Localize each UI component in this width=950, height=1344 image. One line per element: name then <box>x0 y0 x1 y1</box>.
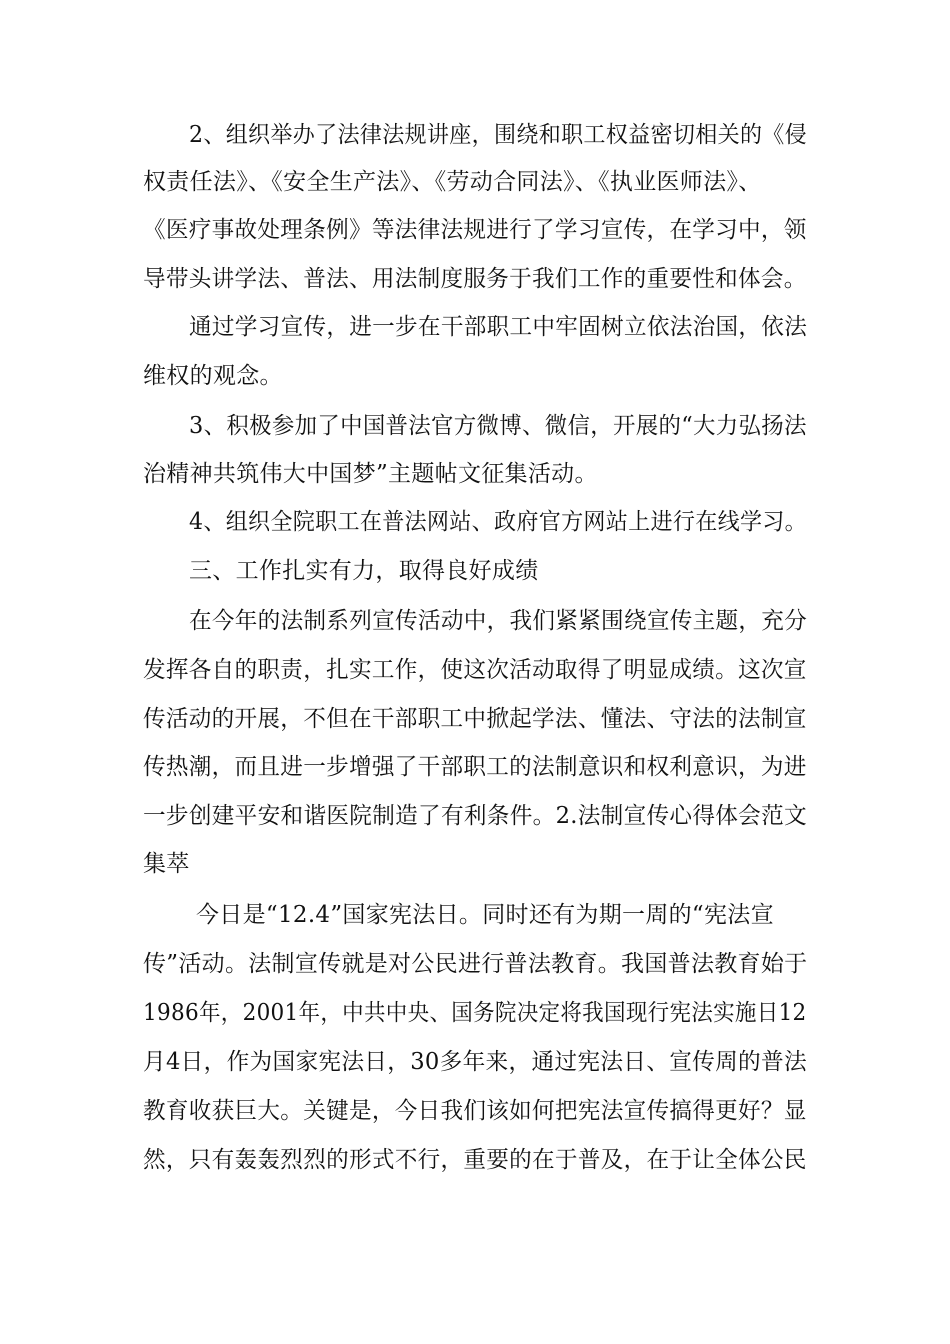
text-line: 2、组织举办了法律法规讲座，围绕和职工权益密切相关的《侵 <box>189 122 808 148</box>
text-line: 3、积极参加了中国普法官方微博、微信，开展的“大力弘扬法 <box>189 413 807 439</box>
text-line: 权责任法》、《安全生产法》、《劳动合同法》、《执业医师法》、 <box>143 169 762 195</box>
text-line: 导带头讲学法、普法、用法制度服务于我们工作的重要性和体会。 <box>143 266 807 292</box>
text-line: 发挥各自的职责，扎实工作，使这次活动取得了明显成绩。这次宣 <box>143 657 807 683</box>
text-line: 维权的观念。 <box>143 363 283 389</box>
text-line: 教育收获巨大。关键是，今日我们该如何把宪法宣传搞得更好？显 <box>143 1098 807 1124</box>
text-line: 传热潮，而且进一步增强了干部职工的法制意识和权利意识，为进 <box>143 754 807 780</box>
text-line: 集萃 <box>143 851 190 877</box>
text-line: 然，只有轰轰烈烈的形式不行，重要的在于普及，在于让全体公民 <box>143 1147 807 1173</box>
text-line: 《医疗事故处理条例》等法律法规进行了学习宣传，在学习中，领 <box>143 217 807 243</box>
text-line: 传”活动。法制宣传就是对公民进行普法教育。我国普法教育始于 <box>143 951 808 977</box>
text-line: 今日是“12.4”国家宪法日。同时还有为期一周的“宪法宣 <box>196 902 774 928</box>
text-line: 通过学习宣传，进一步在干部职工中牢固树立依法治国，依法 <box>189 314 808 340</box>
text-line: 在今年的法制系列宣传活动中，我们紧紧围绕宣传主题，充分 <box>189 608 808 634</box>
text-line: 治精神共筑伟大中国梦”主题帖文征集活动。 <box>143 461 598 487</box>
text-line: 一步创建平安和谐医院制造了有利条件。2.法制宣传心得体会范文 <box>143 803 807 829</box>
text-line: 1986年，2001年，中共中央、国务院决定将我国现行宪法实施日12 <box>143 1000 807 1026</box>
text-line: 传活动的开展，不但在干部职工中掀起学法、懂法、守法的法制宣 <box>143 706 807 732</box>
section-heading: 三、工作扎实有力，取得良好成绩 <box>189 558 539 584</box>
text-line: 月4日，作为国家宪法日，30多年来，通过宪法日、宣传周的普法 <box>143 1049 807 1075</box>
text-line: 4、组织全院职工在普法网站、政府官方网站上进行在线学习。 <box>189 509 808 535</box>
